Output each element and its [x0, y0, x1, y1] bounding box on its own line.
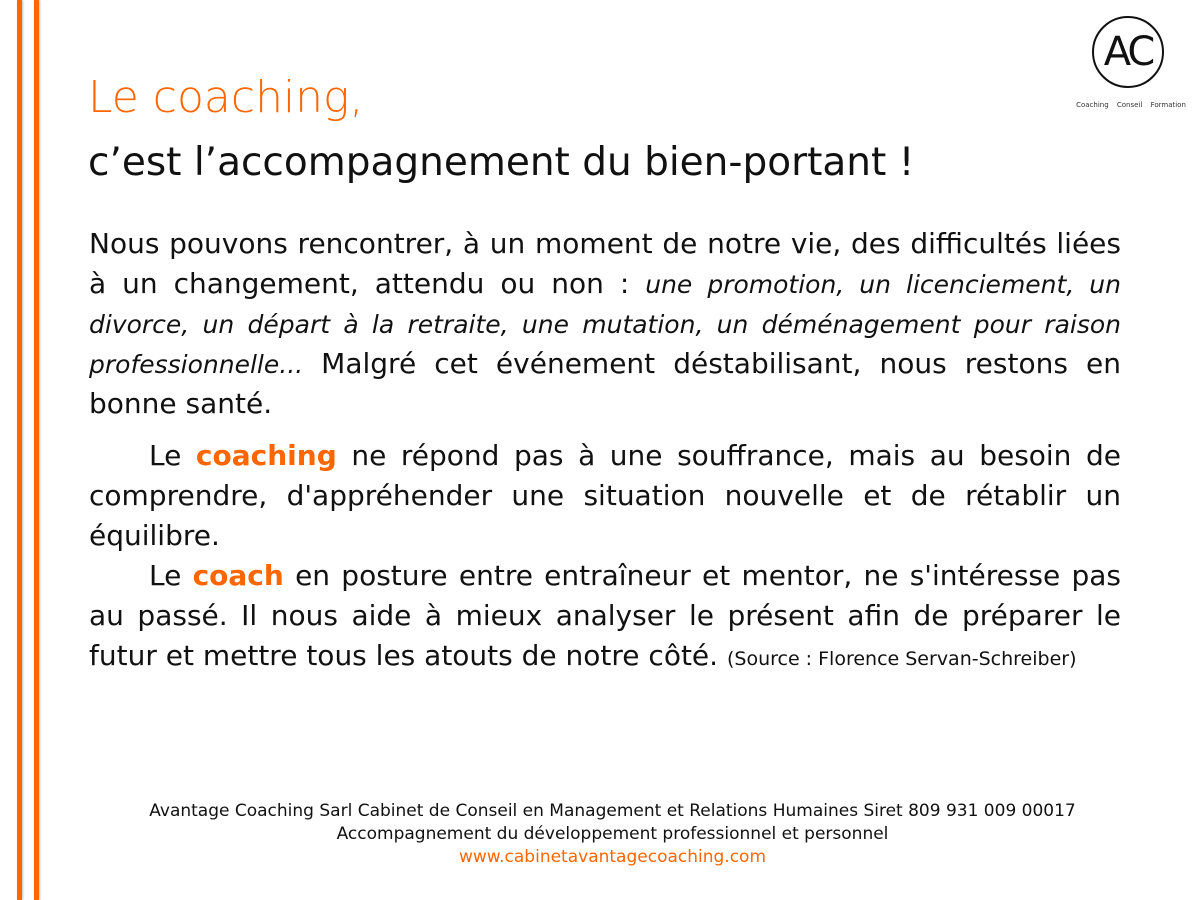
paragraph-1-end: Malgré cet événement déstabilisant, nous restons en bonne santé.	[89, 347, 1121, 420]
highlight-coach: coach	[192, 559, 284, 592]
footer	[0, 800, 1200, 869]
paragraph-2-lead: Le	[149, 439, 196, 472]
paragraph-3-lead: Le	[149, 559, 193, 592]
footer-company-info: Avantage Coaching Sarl Cabinet de Conseil en Management et Relations Humaines Siret 809 931 009 00017	[149, 801, 1076, 821]
page-title-line2: c’est l’accompagnement du bien-portant !	[88, 140, 915, 185]
highlight-coaching: coaching	[195, 439, 337, 472]
logo-tagline: Coaching Conseil Formation	[1076, 101, 1186, 109]
paragraph-2-text: ne répond pas à une souffrance, mais au besoin de comprendre, d'appréhender une situation nouvelle et de rétablir un équilibre.	[89, 439, 1122, 552]
paragraph-1-examples: une promotion, un licenciement, un divorce, un départ à la retraite, une mutation, un déménagement pour raison professionnelle...	[89, 270, 1121, 379]
paragraph-3-text: en posture entre entraîneur et mentor, ne s'intéresse pas au passé. Il nous aide à mieux analyser le présent afin de préparer le futur et mettre tous les atouts de notre côté.	[89, 559, 1121, 672]
company-logo	[1068, 14, 1194, 114]
footer-website-link[interactable]: www.cabinetavantagecoaching.com	[458, 847, 767, 867]
logo-circle-monogram: AC	[1092, 16, 1164, 88]
source-citation: (Source : Florence Servan-Schreiber)	[726, 648, 1077, 670]
body-text	[89, 224, 1121, 679]
footer-tagline: Accompagnement du développement professionnel et personnel	[336, 824, 889, 844]
page-title-line1: Le coaching,	[88, 72, 364, 123]
paragraph-1-text: Nous pouvons rencontrer, à un moment de notre vie, des difficultés liées à un changement, attendu ou non :	[89, 227, 1121, 300]
paragraph-1	[89, 224, 1121, 424]
decorative-orange-bar-right	[34, 0, 39, 900]
paragraph-3	[89, 556, 1121, 679]
decorative-orange-bar-left	[17, 0, 22, 900]
paragraph-2	[89, 436, 1121, 556]
